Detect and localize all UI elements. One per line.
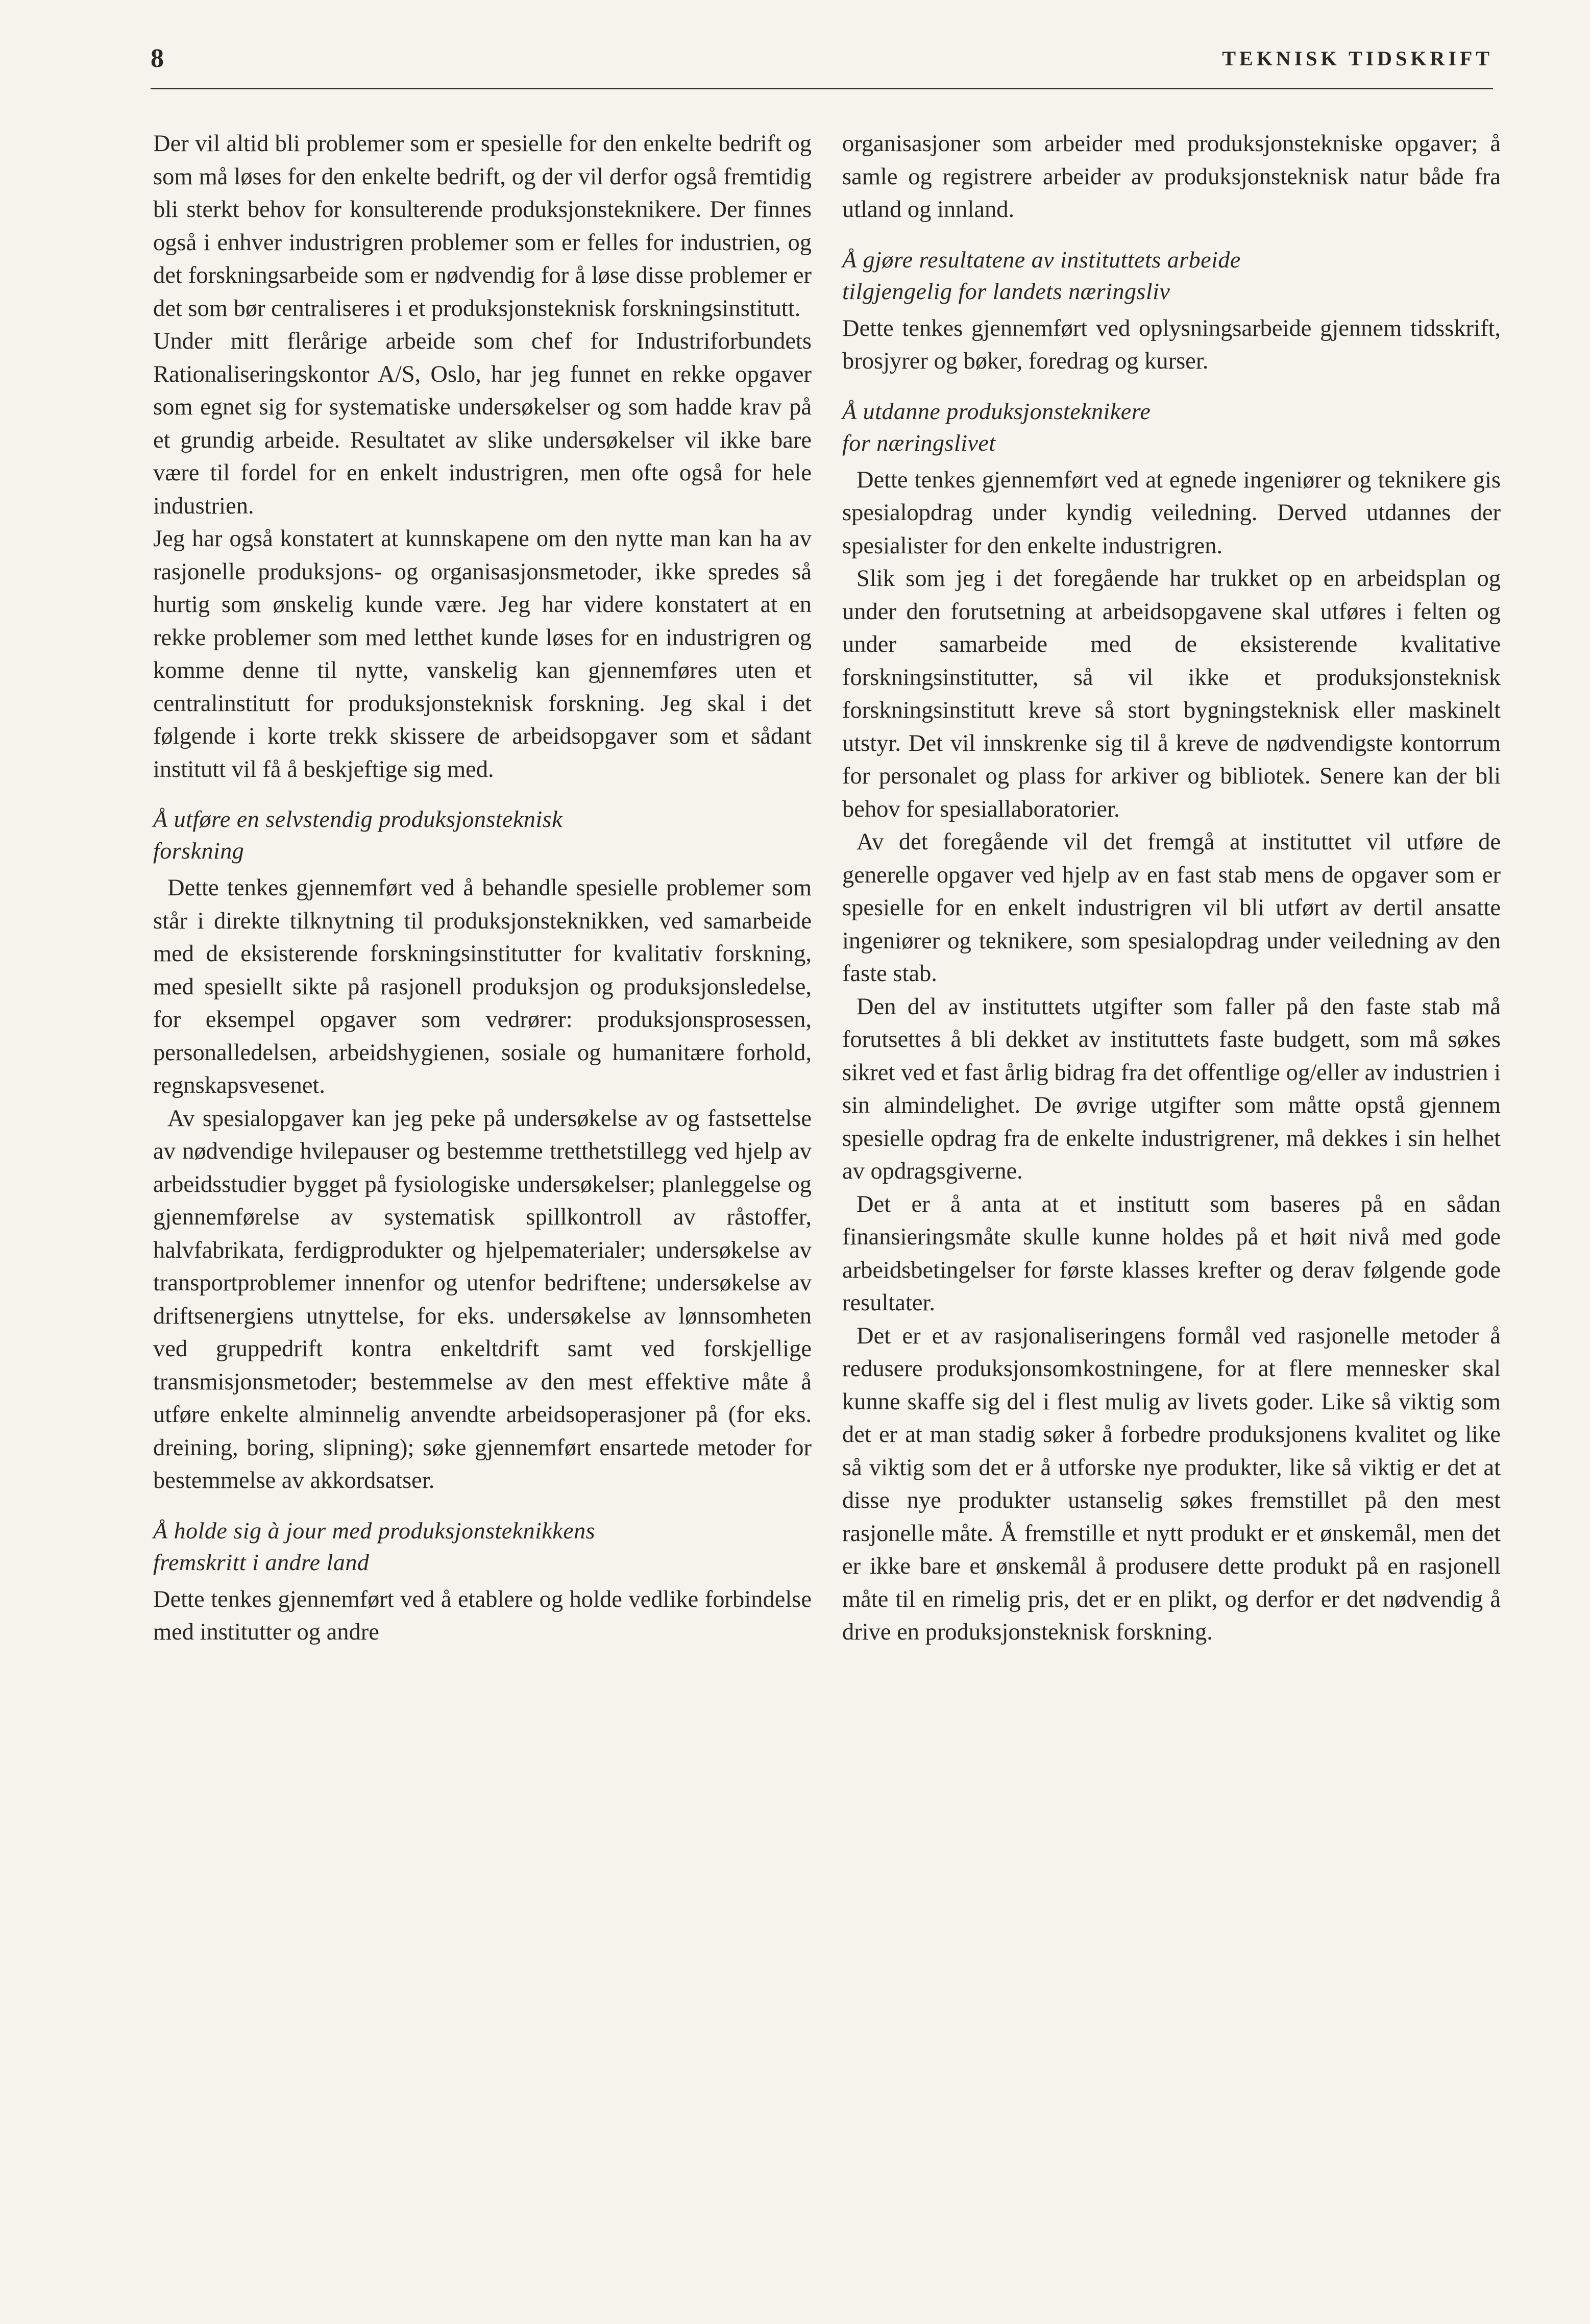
- paragraph: Dette tenkes gjennemført ved at egnede ingeniører og teknikere gis spesialopdrag under kyndig veiledning. Derved utdannes der spesialister for den enkelte industrigren.: [842, 467, 1501, 559]
- paragraph: Det er å anta at et institutt som baseres på en sådan finansieringsmåte skulle kunne holdes på et høit nivå med gode arbeidsbetingelser for første klasses krefter og derav følgende gode resultater.: [842, 1191, 1501, 1316]
- paragraph: Dette tenkes gjennemført ved oplysningsarbeide gjennem tidsskrift, brosjyrer og bøker, foredrag og kurser.: [842, 315, 1501, 374]
- paragraph: Dette tenkes gjennemført ved å behandle spesielle problemer som står i direkte tilknytning til produksjonsteknikken, ved samarbeide med de eksisterende forskningsinstitutter for kvalitativ forskning, med spesiellt sikte på rasjonell produksjon og produksjonsledelse, for eksempel opgaver som vedrører: produksjonsprosessen, personalledelsen, arbeidshygienen, sosiale og humanitære forhold, regnskapsvesenet.: [153, 875, 812, 1098]
- left-column: [153, 128, 812, 1649]
- paragraph: Av spesialopgaver kan jeg peke på undersøkelse av og fastsettelse av nødvendige hvilepauser og bestemme tretthetstillegg ved hjelp av arbeidsstudier bygget på fysiologiske undersøkelser; planleggelse og gjennemførelse av systematisk spillkontroll av råstoffer, halvfabrikata, ferdigprodukter og hjelpematerialer; undersøkelse av transportproblemer innenfor og utenfor bedriftene; undersøkelse av driftsenergiens utnyttelse, for eks. undersøkelse av lønnsomheten ved gruppedrift kontra enkeltdrift samt ved forskjellige transmisjonsmetoder; bestemmelse av den mest effektive måte å utføre enkelte alminnelig anvendte arbeidsoperasjoner på (for eks. dreining, boring, slipning); søke gjennemført ensartede metoder for bestemmelse av akkordsatser.: [153, 1105, 812, 1494]
- heading-line: forskning: [153, 838, 244, 864]
- paragraph: Dette tenkes gjennemført ved å etablere og holde vedlike forbindelse med institutter og andre: [153, 1586, 812, 1645]
- right-column: [842, 128, 1501, 1649]
- heading-line: fremskritt i andre land: [153, 1549, 370, 1575]
- heading-line: tilgjengelig for landets næringsliv: [842, 278, 1170, 304]
- paragraph: Under mitt flerårige arbeide som chef for Industriforbundets Rationaliseringskontor A/S, Oslo, har jeg funnet en rekke opgaver som egnet sig for systematiske undersøkelser og som hadde krav på et grundig arbeide. Resultatet av slike undersøkelser vil ikke bare være til fordel for en enkelt industrigren, men ofte også for hele industrien.: [153, 328, 812, 519]
- paragraph: Jeg har også konstatert at kunnskapene om den nytte man kan ha av rasjonelle produksjons- og organisasjonsmetoder, ikke spredes så hurtig som ønskelig kunde være. Jeg har videre konstatert at en rekke problemer som med letthet kunde løses for en industrigren og komme denne til nytte, vanskelig kan gjennemføres uten et centralinstitutt for produksjonsteknisk forskning. Jeg skal i det følgende i korte trekk skissere de arbeidsopgaver som et sådant institutt vil få å beskjeftige sig med.: [153, 526, 812, 782]
- paragraph: Det er et av rasjonaliseringens formål ved rasjonelle metoder å redusere produksjonsomkostningene, for at flere mennesker skal kunne skaffe sig del i flest mulig av livets goder. Like så viktig som det er at man stadig søker å forbedre produksjonens kvalitet og like så viktig som det er å utforske nye produkter, like så viktig er det at disse nye produkter ustanselig søkes fremstillet på den mest rasjonelle måte. Å fremstille et nytt produkt er et ønskemål, men det er ikke bare et ønskemål å produsere dette produkt på en rasjonell måte til en rimelig pris, det er en plikt, og derfor er det nødvendig å drive en produksjonsteknisk forskning.: [842, 1323, 1501, 1645]
- page-number: 8: [151, 44, 165, 73]
- page-header: [151, 43, 1493, 89]
- section-heading: [153, 1515, 812, 1578]
- heading-line: for næringslivet: [842, 429, 996, 456]
- paragraph: Der vil altid bli problemer som er spesielle for den enkelte bedrift og som må løses for den enkelte bedrift, og der vil derfor også fremtidig bli sterkt behov for konsulterende produksjonsteknikere. Der finnes også i enhver industrigren problemer som er felles for industrien, og det forskningsarbeide som er nødvendig for å løse disse problemer er det som bør centraliseres i et produksjonsteknisk forskningsinstitutt.: [153, 131, 812, 322]
- header-rule: [151, 88, 1493, 89]
- section-heading: [842, 396, 1501, 459]
- paragraph: Den del av instituttets utgifter som faller på den faste stab må forutsettes å bli dekket av instituttets faste budgett, som må søkes sikret ved et fast årlig bidrag fra det offentlige og/eller av industrien i sin almindelighet. De øvrige utgifter som måtte opstå gjennem spesielle opdrag fra de enkelte industrigrener, må dekkes i sin helhet av opdragsgiverne.: [842, 993, 1501, 1184]
- journal-title: TEKNISK TIDSKRIFT: [1222, 47, 1493, 70]
- heading-line: Å holde sig à jour med produksjonsteknikkens: [153, 1517, 596, 1544]
- section-heading: [842, 244, 1501, 307]
- heading-line: Å gjøre resultatene av instituttets arbeide: [842, 246, 1241, 273]
- heading-line: Å utdanne produksjonsteknikere: [842, 398, 1151, 424]
- heading-line: Å utføre en selvstendig produksjonsteknisk: [153, 806, 562, 832]
- paragraph: Av det foregående vil det fremgå at instituttet vil utføre de generelle opgaver ved hjelp av en fast stab mens de opgaver som er spesielle for en enkelt industrigren vil bli utført av dertil ansatte ingeniører og teknikere, som spesialopdrag under veiledning av den faste stab.: [842, 829, 1501, 987]
- paragraph: Slik som jeg i det foregående har trukket op en arbeidsplan og under den forutsetning at arbeidsopgavene skal utføres i felten og under samarbeide med de eksisterende kvalitative forskningsinstitutter, så vil ikke et produksjonsteknisk forskningsinstitutt kreve så stort bygningsteknisk eller maskinelt utstyr. Det vil innskrenke sig til å kreve de nødvendigste kontorrum for personalet og plass for arkiver og bibliotek. Senere kan der bli behov for spesiallaboratorier.: [842, 566, 1501, 822]
- paragraph: organisasjoner som arbeider med produksjonstekniske opgaver; å samle og registrere arbeider av produksjonsteknisk natur både fra utland og innland.: [842, 131, 1501, 223]
- section-heading: [153, 803, 812, 867]
